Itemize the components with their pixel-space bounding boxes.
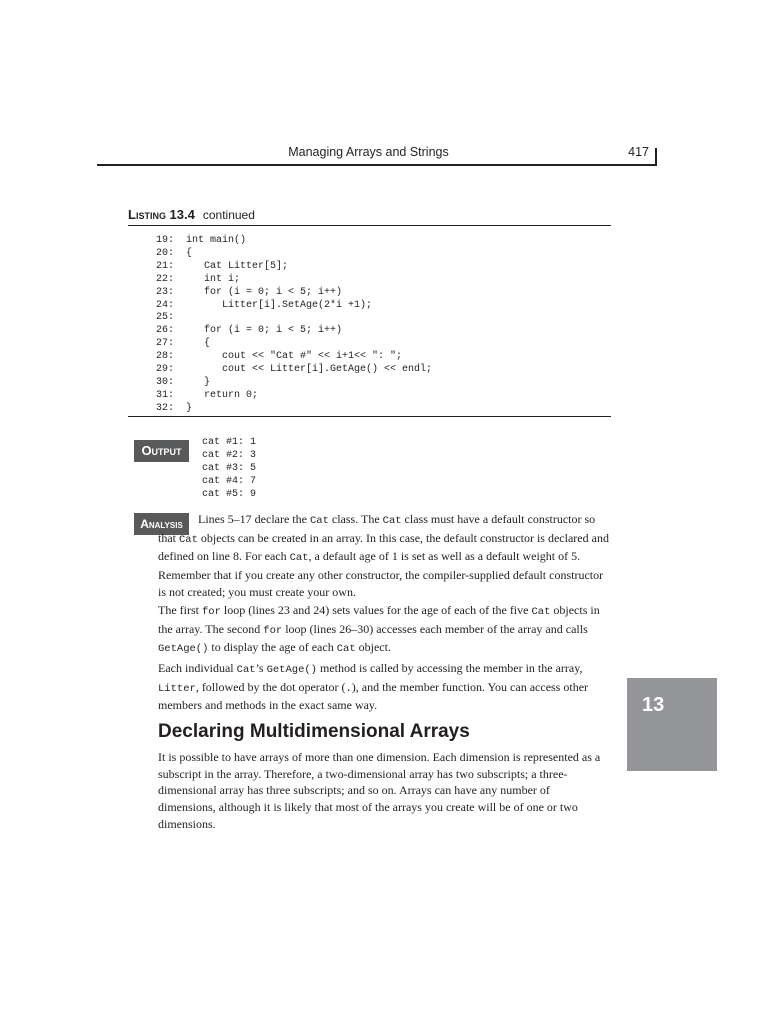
inline-code: Cat xyxy=(336,643,356,656)
text-run: Each individual xyxy=(158,661,237,675)
listing-top-rule xyxy=(128,225,611,226)
text-run: loop (lines 23 and 24) sets values for the age of each of the five xyxy=(220,603,532,617)
text-run: to display the age of each xyxy=(208,640,337,655)
text-run: class must have a default constructor so that xyxy=(158,512,596,545)
text-run: The first xyxy=(158,603,202,617)
section-heading: Declaring Multidimensional Arrays xyxy=(158,721,470,742)
inline-code: Cat xyxy=(289,552,309,565)
text-run: loop (lines 26–30) accesses each member of the array and calls xyxy=(282,621,588,636)
text-run: ’s xyxy=(255,661,267,675)
inline-code: for xyxy=(263,624,283,637)
inline-code: Cat xyxy=(309,515,329,527)
analysis-paragraph-1 xyxy=(158,511,610,601)
chapter-number: 13 xyxy=(642,694,665,716)
text-run: Lines 5–17 declare the xyxy=(198,512,310,526)
output-icon: Output xyxy=(134,440,189,462)
text-run: objects can be created in an array. In this case, the default constructor is declared and defined on line 8. For each xyxy=(158,530,609,564)
text-run: method is called by accessing the member in the array, xyxy=(317,661,583,675)
text-run: objects in the array. The second xyxy=(158,603,600,636)
running-header xyxy=(97,145,657,163)
analysis-paragraph-2 xyxy=(158,602,610,658)
text-run: , followed by the dot operator ( xyxy=(195,679,346,694)
chapter-tab xyxy=(627,678,717,771)
running-header-title: Managing Arrays and Strings xyxy=(288,145,449,159)
inline-code: GetAge() xyxy=(266,664,317,676)
header-rule xyxy=(97,164,657,166)
inline-code: for xyxy=(202,606,221,618)
inline-code: Cat xyxy=(382,515,402,527)
text-run: object. xyxy=(355,640,391,655)
page-number: 417 xyxy=(628,145,649,159)
text-run: class. The xyxy=(328,512,383,526)
listing-bottom-rule xyxy=(128,416,611,417)
listing-continued: continued xyxy=(202,208,255,222)
inline-code: Cat xyxy=(179,533,198,546)
analysis-paragraph-3 xyxy=(158,660,610,714)
inline-code: Cat xyxy=(236,664,256,676)
inline-code: Litter xyxy=(158,682,196,695)
text-run: , a default age of 1 is set as well as a default weight of 5. Remember that if you create any other constructor, the compiler-supplied default constructor is not created; you must create your own. xyxy=(158,549,604,599)
program-output: cat #1: 1 cat #2: 3 cat #3: 5 cat #4: 7 cat #5: 9 xyxy=(202,437,257,500)
header-rule-tick xyxy=(655,148,657,166)
text-run: ), and the member function. You can access other members and methods in the exact same way. xyxy=(158,679,589,713)
inline-code: Cat xyxy=(531,606,551,618)
inline-code: GetAge() xyxy=(158,643,209,656)
listing-label: Listing 13.4 xyxy=(128,207,195,222)
section-paragraph: It is possible to have arrays of more than one dimension. Each dimension is represented as a subscript in the array. Therefore, a two-dimensional array has two subscripts; a three-dimensional array has three subscripts; and so on. Arrays can have any number of dimensions, although it is likely that most of the arrays you create will be of one or two dimensions. xyxy=(158,750,601,831)
analysis-icon: Analysis xyxy=(134,513,189,535)
listing-caption xyxy=(128,207,255,222)
listing-code: 19: int main() 20: { 21: Cat Litter[5]; 22: int i; 23: for (i = 0; i < 5; i++) 24: Litter[i].SetAge(2*i +1); 25: 26: for (i = 0; i < 5; i++) 27: { 28: cout << "Cat #" << i+1<< ": "; 29: cout << Litter[i].GetAge() << endl; 30: } 31: return 0; 32: } xyxy=(156,235,433,414)
inline-code: . xyxy=(345,682,352,695)
